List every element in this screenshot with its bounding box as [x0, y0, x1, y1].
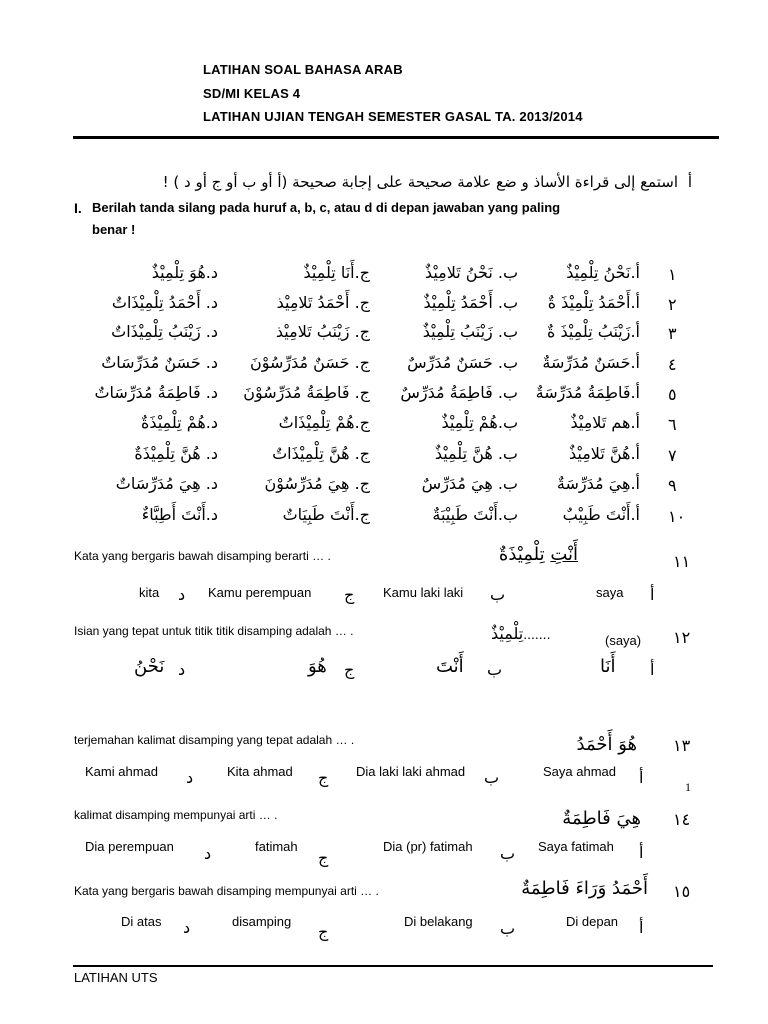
q12-arabic: تِلْمِيْذٌ — [491, 624, 524, 643]
q15-option-d-letter: د — [183, 918, 191, 937]
q15-option-c-letter: ج — [318, 922, 329, 941]
q6-number: ٦ — [668, 415, 677, 434]
q11-arabic-underlined: أَنْتِ — [550, 544, 578, 565]
q12-hint: (saya) — [605, 633, 642, 648]
grid-row-4-option-b: ب. حَسَنٌ مُدَرِّسٌ — [407, 353, 518, 372]
instruction-arabic: استمع إلى قراءة الأساذ و ضع علامة صحيحة على إجابة صحيحة (أ أو ب أو ج أو د ) ! — [162, 173, 678, 191]
q12-option-d-letter: د — [178, 660, 186, 679]
q11-option-d-text: kita — [139, 585, 160, 600]
q11-arabic-rest: تِلْمِيْذَةٌ — [498, 544, 545, 565]
q7-number: ٧ — [668, 446, 677, 465]
q1-number: ١ — [668, 265, 677, 284]
grid-row-5-option-d: د. فَاطِمَةُ مُدَرِّسَاتٌ — [94, 383, 218, 402]
q12-option-a-letter: أ — [650, 660, 655, 679]
q14-number: ١٤ — [673, 810, 691, 829]
q13-option-c-text: Kita ahmad — [227, 764, 293, 779]
q12-option-b-letter: ب — [487, 660, 503, 679]
grid-row-9-option-c: ج.أَنْتَ طَبِيَاتٌ — [282, 505, 370, 524]
q9-number: ١٠ — [668, 507, 686, 526]
q14-option-a-text: Saya fatimah — [538, 839, 614, 854]
footer-text: LATIHAN UTS — [74, 970, 158, 985]
grid-row-8-option-a: أ.هِيَ مُدَرِّسَةٌ — [556, 474, 640, 493]
q13-arabic: هُوَ أَحْمَدُ — [576, 734, 637, 755]
grid-row-5-option-c: ج. فَاطِمَةُ مُدَرِّسُوْنَ — [243, 383, 370, 402]
grid-row-8-option-b: ب. هِيَ مُدَرِّسٌ — [421, 474, 518, 493]
q11-arabic — [499, 544, 578, 565]
header-class: SD/MI KELAS 4 — [203, 86, 301, 101]
q4-number: ٤ — [668, 355, 677, 374]
q15-number: ١٥ — [673, 882, 691, 901]
q2-number: ٢ — [668, 295, 677, 314]
q15-option-d-text: Di atas — [121, 914, 162, 929]
q12-option-b-text: أَنْتَ — [436, 656, 464, 677]
q11-number: ١١ — [673, 552, 691, 571]
q5-number: ٥ — [668, 385, 677, 404]
q13-number: ١٣ — [673, 736, 691, 755]
grid-row-1-option-d: د.هُوَ تِلْمِيْذٌ — [151, 263, 218, 282]
q11-option-c-text: Kamu perempuan — [208, 585, 312, 600]
q11-option-c-letter: ج — [344, 585, 355, 604]
q12-option-a-text: أَنَا — [600, 656, 616, 677]
q13-option-c-letter: ج — [318, 768, 329, 787]
q13-option-a-text: Saya ahmad — [543, 764, 616, 779]
q14-option-c-letter: ج — [318, 848, 329, 867]
q11-option-b-letter: ب — [490, 585, 506, 604]
q13-option-b-text: Dia laki laki ahmad — [356, 764, 466, 779]
q15-option-c-text: disamping — [232, 914, 292, 929]
q15-option-b-letter: ب — [500, 919, 516, 938]
q11-prompt: Kata yang bergaris bawah disamping berarti … . — [74, 549, 331, 563]
grid-row-7-option-c: ج. هُنَّ تِلْمِيْذَاتٌ — [272, 444, 370, 463]
header-exam: LATIHAN UJIAN TENGAH SEMESTER GASAL TA. 2013/2014 — [203, 109, 583, 124]
q13-option-d-letter: د — [186, 768, 194, 787]
q12-blank — [491, 624, 550, 643]
q15-option-a-text: Di depan — [566, 914, 619, 929]
grid-row-3-option-b: ب. زَيْنَبُ تِلْمِيْذٌ — [422, 322, 518, 341]
q12-option-c-text: هُوَ — [308, 656, 327, 677]
grid-row-5-option-a: أ.فَاطِمَةُ مُدَرِّسَةٌ — [535, 383, 640, 402]
grid-row-1-option-c: ج.أَنَا تِلْمِيْذٌ — [303, 263, 370, 282]
grid-row-6-option-b: ب.هُمْ تِلْمِيْذٌ — [441, 413, 518, 432]
header-title: LATIHAN SOAL BAHASA ARAB — [203, 62, 403, 77]
q11-option-b-text: Kamu laki laki — [383, 585, 464, 600]
grid-row-9-option-a: أ.أَنْتَ طَبِيْبٌ — [562, 505, 640, 524]
grid-row-4-option-a: أ.حَسَنٌ مُدَرِّسَةٌ — [542, 353, 640, 372]
grid-row-3-option-c: ج. زَيْنَبُ تَلامِيْذ — [275, 322, 370, 341]
grid-row-2-option-c: ج. أَحْمَدُ تَلامِيْذ — [276, 293, 370, 312]
instruction-arabic-label: أ — [687, 173, 692, 191]
grid-row-6-option-d: د.هُمْ تِلْمِيْذَةٌ — [141, 413, 218, 432]
grid-row-8-option-c: ج. هِيَ مُدَرِّسُوْنَ — [264, 474, 370, 493]
header-rule — [73, 136, 719, 139]
q14-option-d-text: Dia perempuan — [85, 839, 174, 854]
q13-option-b-letter: ب — [484, 768, 500, 787]
grid-row-4-option-d: د. حَسَنٌ مُدَرِّسَاتٌ — [101, 353, 218, 372]
grid-row-8-option-d: د. هِيَ مُدَرِّسَاتٌ — [115, 474, 218, 493]
q11-option-a-text: saya — [596, 585, 624, 600]
q14-option-b-text: Dia (pr) fatimah — [383, 839, 473, 854]
q13-option-a-letter: أ — [639, 768, 644, 787]
q12-option-d-text: نَحْنُ — [134, 656, 165, 677]
footer-rule — [73, 965, 713, 967]
grid-row-7-option-d: د. هُنَّ تِلْمِيْذَةٌ — [134, 444, 218, 463]
q14-option-d-letter: د — [204, 844, 212, 863]
q11-option-a-letter: أ — [650, 585, 655, 604]
q12-number: ١٢ — [673, 628, 691, 647]
grid-row-3-option-a: أ.زَيْنَبُ تِلْمِيْذَ ةٌ — [546, 322, 640, 341]
grid-row-5-option-b: ب. فَاطِمَةُ مُدَرِّسٌ — [400, 383, 518, 402]
q12-option-c-letter: ج — [344, 660, 355, 679]
page-number: 1 — [685, 780, 691, 794]
grid-row-4-option-c: ج. حَسَنٌ مُدَرِّسُوْنَ — [249, 353, 370, 372]
grid-row-9-option-d: د.أَنْتَ أَطِبَّاءٌ — [141, 505, 218, 524]
q14-option-b-letter: ب — [500, 844, 516, 863]
grid-row-1-option-a: أ.نَحْنُ تِلْمِيْذٌ — [566, 263, 640, 282]
grid-row-2-option-a: أ.أَحْمَدُ تِلْمِيْذَ ةٌ — [547, 293, 640, 312]
grid-row-9-option-b: ب.أَنْتَ طَبِيْبَةٌ — [432, 505, 518, 524]
q3-number: ٣ — [668, 324, 677, 343]
grid-row-6-option-a: أ.هم تَلامِيْذٌ — [570, 413, 640, 432]
q14-option-c-text: fatimah — [255, 839, 298, 854]
q14-option-a-letter: أ — [639, 843, 644, 862]
grid-row-2-option-b: ب. أَحْمَدُ تِلْمِيْذٌ — [423, 293, 518, 312]
q15-option-a-letter: أ — [639, 918, 644, 937]
q13-prompt: terjemahan kalimat disamping yang tepat adalah … . — [74, 733, 355, 747]
instruction-latin-line1: Berilah tanda silang pada huruf a, b, c, atau d di depan jawaban yang paling — [92, 200, 561, 215]
instruction-latin-line2: benar ! — [92, 222, 136, 237]
q12-dots: ....... — [523, 626, 551, 642]
grid-row-7-option-b: ب. هُنَّ تِلْمِيْذٌ — [434, 444, 518, 463]
q12-prompt: Isian yang tepat untuk titik titik disamping adalah … . — [74, 624, 354, 638]
grid-row-7-option-a: أ.هُنَّ تَلامِيْذٌ — [568, 444, 640, 463]
q8-number: ٩ — [668, 476, 677, 495]
q15-option-b-text: Di belakang — [404, 914, 473, 929]
q15-arabic: أَحْمَدُ وَرَاءَ فَاطِمَةٌ — [521, 878, 648, 899]
q11-option-d-letter: د — [178, 585, 186, 604]
grid-row-3-option-d: د. زَيْنَبُ تِلْمِيْذَاتٌ — [111, 322, 218, 341]
q13-option-d-text: Kami ahmad — [85, 764, 158, 779]
q14-prompt: kalimat disamping mempunyai arti … . — [74, 808, 278, 822]
q14-arabic: هِيَ فَاطِمَةٌ — [562, 808, 641, 829]
grid-row-2-option-d: د. أَحْمَدُ تِلْمِيْذَاتٌ — [111, 293, 218, 312]
instruction-roman-label: I. — [74, 200, 82, 216]
q15-prompt: Kata yang bergaris bawah disamping mempunyai arti … . — [74, 884, 379, 898]
grid-row-1-option-b: ب. نَحْنُ تَلامِيْذٌ — [424, 263, 518, 282]
grid-row-6-option-c: ج.هُمْ تِلْمِيْذَاتٌ — [278, 413, 370, 432]
